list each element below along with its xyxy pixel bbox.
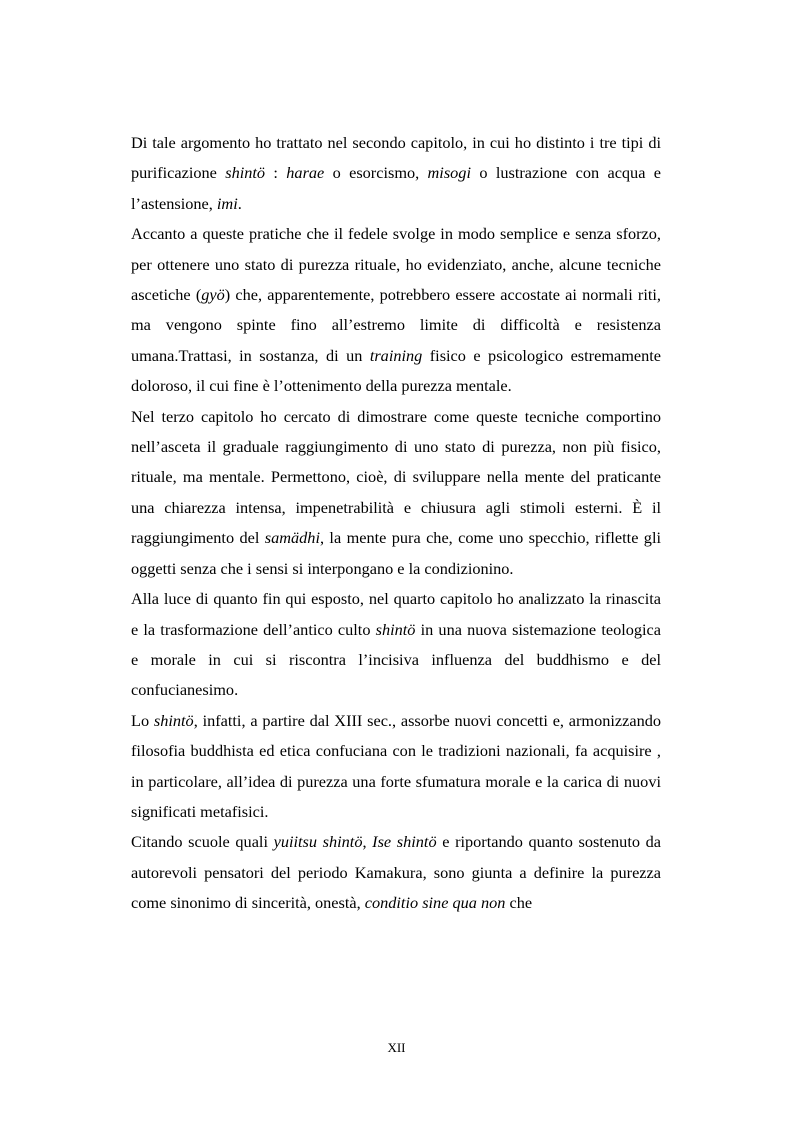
italic-term: training bbox=[369, 345, 423, 365]
italic-term: Ise shintö bbox=[372, 832, 437, 852]
paragraph bbox=[131, 584, 661, 706]
page-number: XII bbox=[387, 1040, 406, 1055]
text-run: , bbox=[362, 832, 373, 852]
paragraph bbox=[131, 402, 661, 584]
text-run: , infatti, a partire dal XIII sec., assorbe nuovi concetti e, armonizzando filosofia buddhista ed etica confuciana con le tradizioni nazionali, fa acquisire , in particolare, all’idea di purezza una forte sfumatura morale e la carica di nuovi significati metafisici. bbox=[131, 710, 662, 821]
text-run: . bbox=[237, 193, 242, 213]
paragraph bbox=[131, 827, 661, 918]
text-run: ) che, apparentemente, potrebbero essere accostate ai normali riti, ma vengono spinte fino all’estremo limite di difficoltà e resistenza umana.Trattasi, in sostanza, di un bbox=[131, 285, 661, 365]
italic-term: shintö bbox=[375, 619, 416, 639]
italic-term: gyö bbox=[201, 285, 225, 305]
text-run: e riportando quanto sostenuto da autorevoli pensatori del periodo Kamakura, sono giunta a definire la purezza come sinonimo di sincerità, onestà, bbox=[131, 832, 661, 913]
text-run: Alla luce di quanto fin qui esposto, nel quarto capitolo ho analizzato la rinascita e la trasformazione dell’antico culto bbox=[131, 589, 661, 639]
text-run: in una nuova sistemazione teologica e morale in cui si riscontra l’incisiva influenza del buddhismo e del confucianesimo. bbox=[131, 619, 661, 700]
italic-term: misogi bbox=[427, 163, 471, 183]
paragraph bbox=[131, 219, 661, 401]
text-run: , la mente pura che, come uno specchio, riflette gli oggetti senza che i sensi si interpongano e la condizionino. bbox=[131, 528, 661, 578]
paragraph bbox=[131, 706, 661, 828]
italic-term: samädhi bbox=[264, 528, 320, 548]
text-run: o lustrazione con acqua e l’astensione, bbox=[131, 163, 661, 213]
text-run: che bbox=[505, 893, 533, 913]
text-run: Lo bbox=[131, 710, 154, 730]
italic-term: harae bbox=[286, 163, 325, 183]
text-run: Nel terzo capitolo ho cercato di dimostrare come queste tecniche comportino nell’asceta il graduale raggiungimento di uno stato di purezza, non più fisico, rituale, ma mentale. Permettono, cioè, di sviluppare nella mente del praticante una chiarezza intensa, impenetrabilità e chiusura agli stimoli esterni. È il raggiungimento del bbox=[131, 406, 661, 548]
paragraph bbox=[131, 128, 661, 219]
text-run: Accanto a queste pratiche che il fedele svolge in modo semplice e senza sforzo, per ottenere uno stato di purezza rituale, ho evidenziato, anche, alcune tecniche ascetiche ( bbox=[131, 224, 661, 305]
text-run: o esorcismo, bbox=[324, 163, 428, 183]
body-text bbox=[131, 128, 661, 919]
text-run: Citando scuole quali bbox=[131, 832, 274, 852]
text-run: Di tale argomento ho trattato nel secondo capitolo, in cui ho distinto i tre tipi di purificazione bbox=[131, 133, 661, 183]
italic-term: shintö bbox=[153, 710, 194, 730]
italic-term: shintö bbox=[225, 163, 266, 183]
italic-term: imi bbox=[216, 193, 238, 213]
italic-term: yuiitsu shintö bbox=[273, 832, 363, 852]
text-run: : bbox=[265, 163, 287, 183]
italic-term: conditio sine qua non bbox=[364, 893, 506, 913]
text-run: fisico e psicologico estremamente doloroso, il cui fine è l’ottenimento della purezza mentale. bbox=[131, 345, 661, 396]
